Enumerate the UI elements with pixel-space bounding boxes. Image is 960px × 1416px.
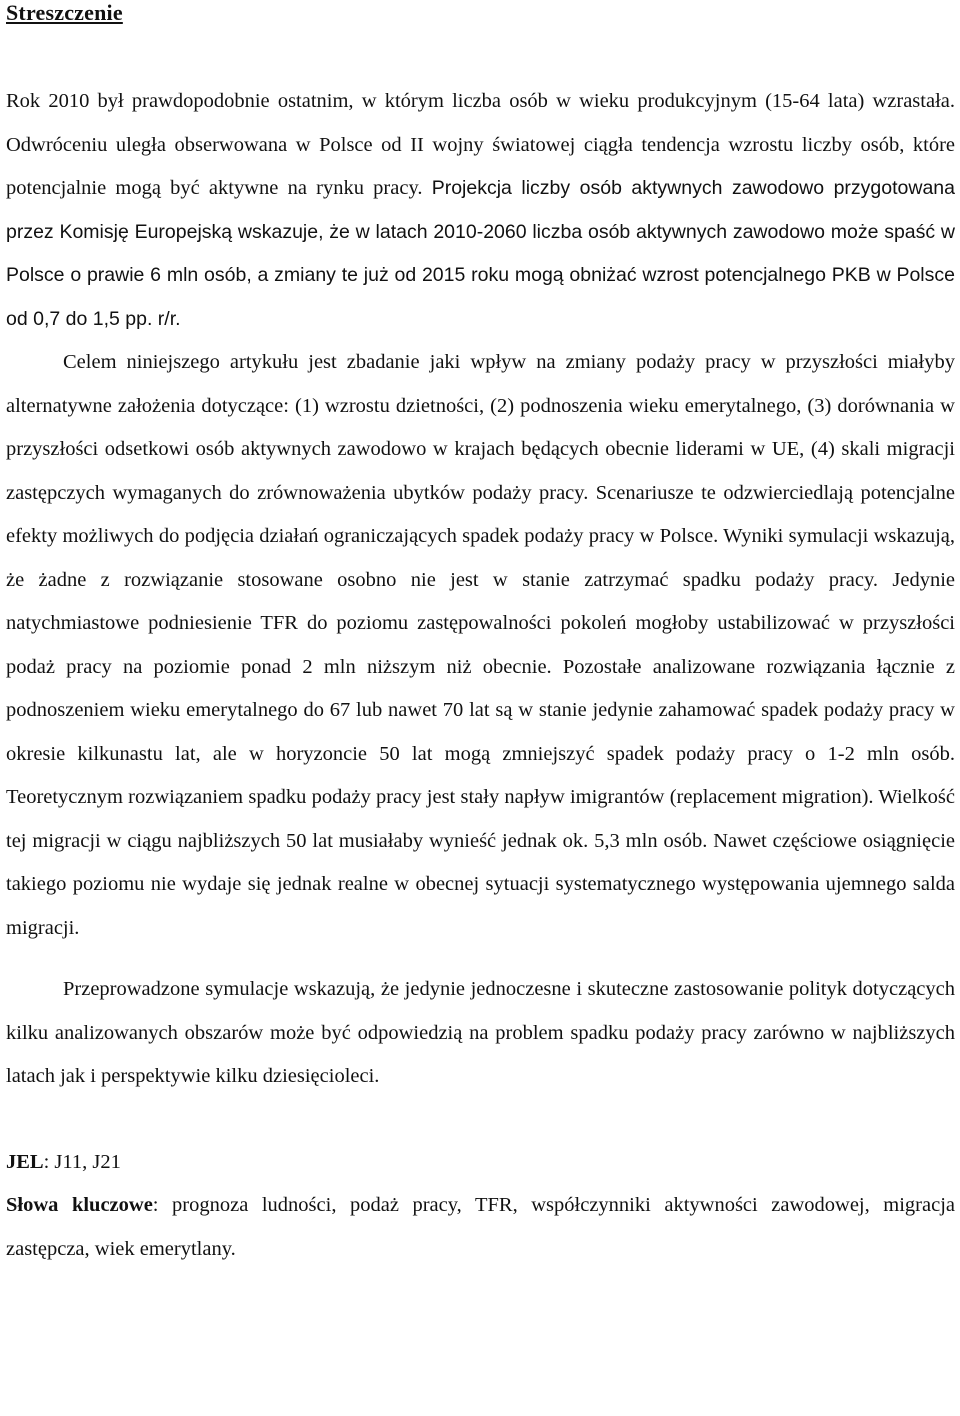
paragraph-intro-sans: Projekcja liczby osób aktywnych zawodowo przygotowana przez Komisję Europejską wskazuje, że w latach 2010-2060 liczba osób aktywnych zawodowo może spaść w Polsce o prawie 6 mln osób, a zmiany te już od 2015 roku mogą obniżać wzrost potencjalnego PKB w Polsce od 0,7 do 1,5 pp. r/r. [6,177,955,330]
paragraph-conclusion: Przeprowadzone symulacje wskazują, że jedynie jednoczesne i skuteczne zastosowanie polityk dotyczących kilku analizowanych obszarów może być odpowiedzią na problem spadku podaży pracy zarówno w najbliższych latach jak i perspektywie kilku dziesięcioleci. [6,978,955,1087]
paragraph-aim: Celem niniejszego artykułu jest zbadanie jaki wpływ na zmiany podaży pracy w przyszłości miałyby alternatywne założenia dotyczące: (1) wzrostu dzietności, (2) podnoszenia wieku emerytalnego, (3) dorównania w przyszłości odsetkowi osób aktywnych zawodowo w krajach będących obecnie liderami w UE, (4) skali migracji zastępczych wymaganych do zrównoważenia ubytków podaży pracy. Scenariusze te odzwierciedlają potencjalne efekty możliwych do podjęcia działań ograniczających spadek podaży pracy w Polsce. Wyniki symulacji wskazują, że żadne z rozwiązanie stosowane osobno nie jest w stanie zatrzymać spadku podaży pracy. Jedynie natychmiastowe podniesienie TFR do poziomu zastępowalności pokoleń mogłoby ustabilizować w przyszłości podaż pracy na poziomie ponad 2 mln niższym niż obecnie. Pozostałe analizowane rozwiązania łącznie z podnoszeniem wieku emerytalnego do 67 lub nawet 70 lat są w stanie jedynie zahamować spadek podaży pracy w okresie kilkunastu lat, ale w horyzoncie 50 lat mogą zmniejszyć spadek podaży pracy o 1-2 mln osób. Teoretycznym rozwiązaniem spadku podaży pracy jest stały napływ imigrantów (replacement migration). Wielkość tej migracji w ciągu najbliższych 50 lat musiałaby wynieść jednak ok. 5,3 mln osób. Nawet częściowe osiągnięcie takiego poziomu nie wydaje się jednak realne w obecnej sytuacji systematycznego występowania ujemnego salda migracji. [6,351,955,939]
keywords-value: : prognoza ludności, podaż pracy, TFR, współczynniki aktywności zawodowej, migracja zastępcza, wiek emerytlany. [6,1194,955,1260]
paragraph-intro [6,80,955,341]
jel-value: : J11, J21 [43,1150,121,1173]
keywords [6,1184,955,1271]
paragraph-intro-serif: Rok 2010 był prawdopodobnie ostatnim, w którym liczba osób w wieku produkcyjnym (15-64 lata) wzrastała. Odwróceniu uległa obserwowana w Polsce od II wojny światowej ciągła tendencja wzrostu liczby osób, które potencjalnie mogą być aktywne na rynku pracy. [6,90,955,199]
section-title: Streszczenie [6,0,123,25]
keywords-label: Słowa kluczowe [6,1194,153,1216]
jel-label: JEL [6,1150,44,1173]
jel-codes [6,1141,955,1185]
